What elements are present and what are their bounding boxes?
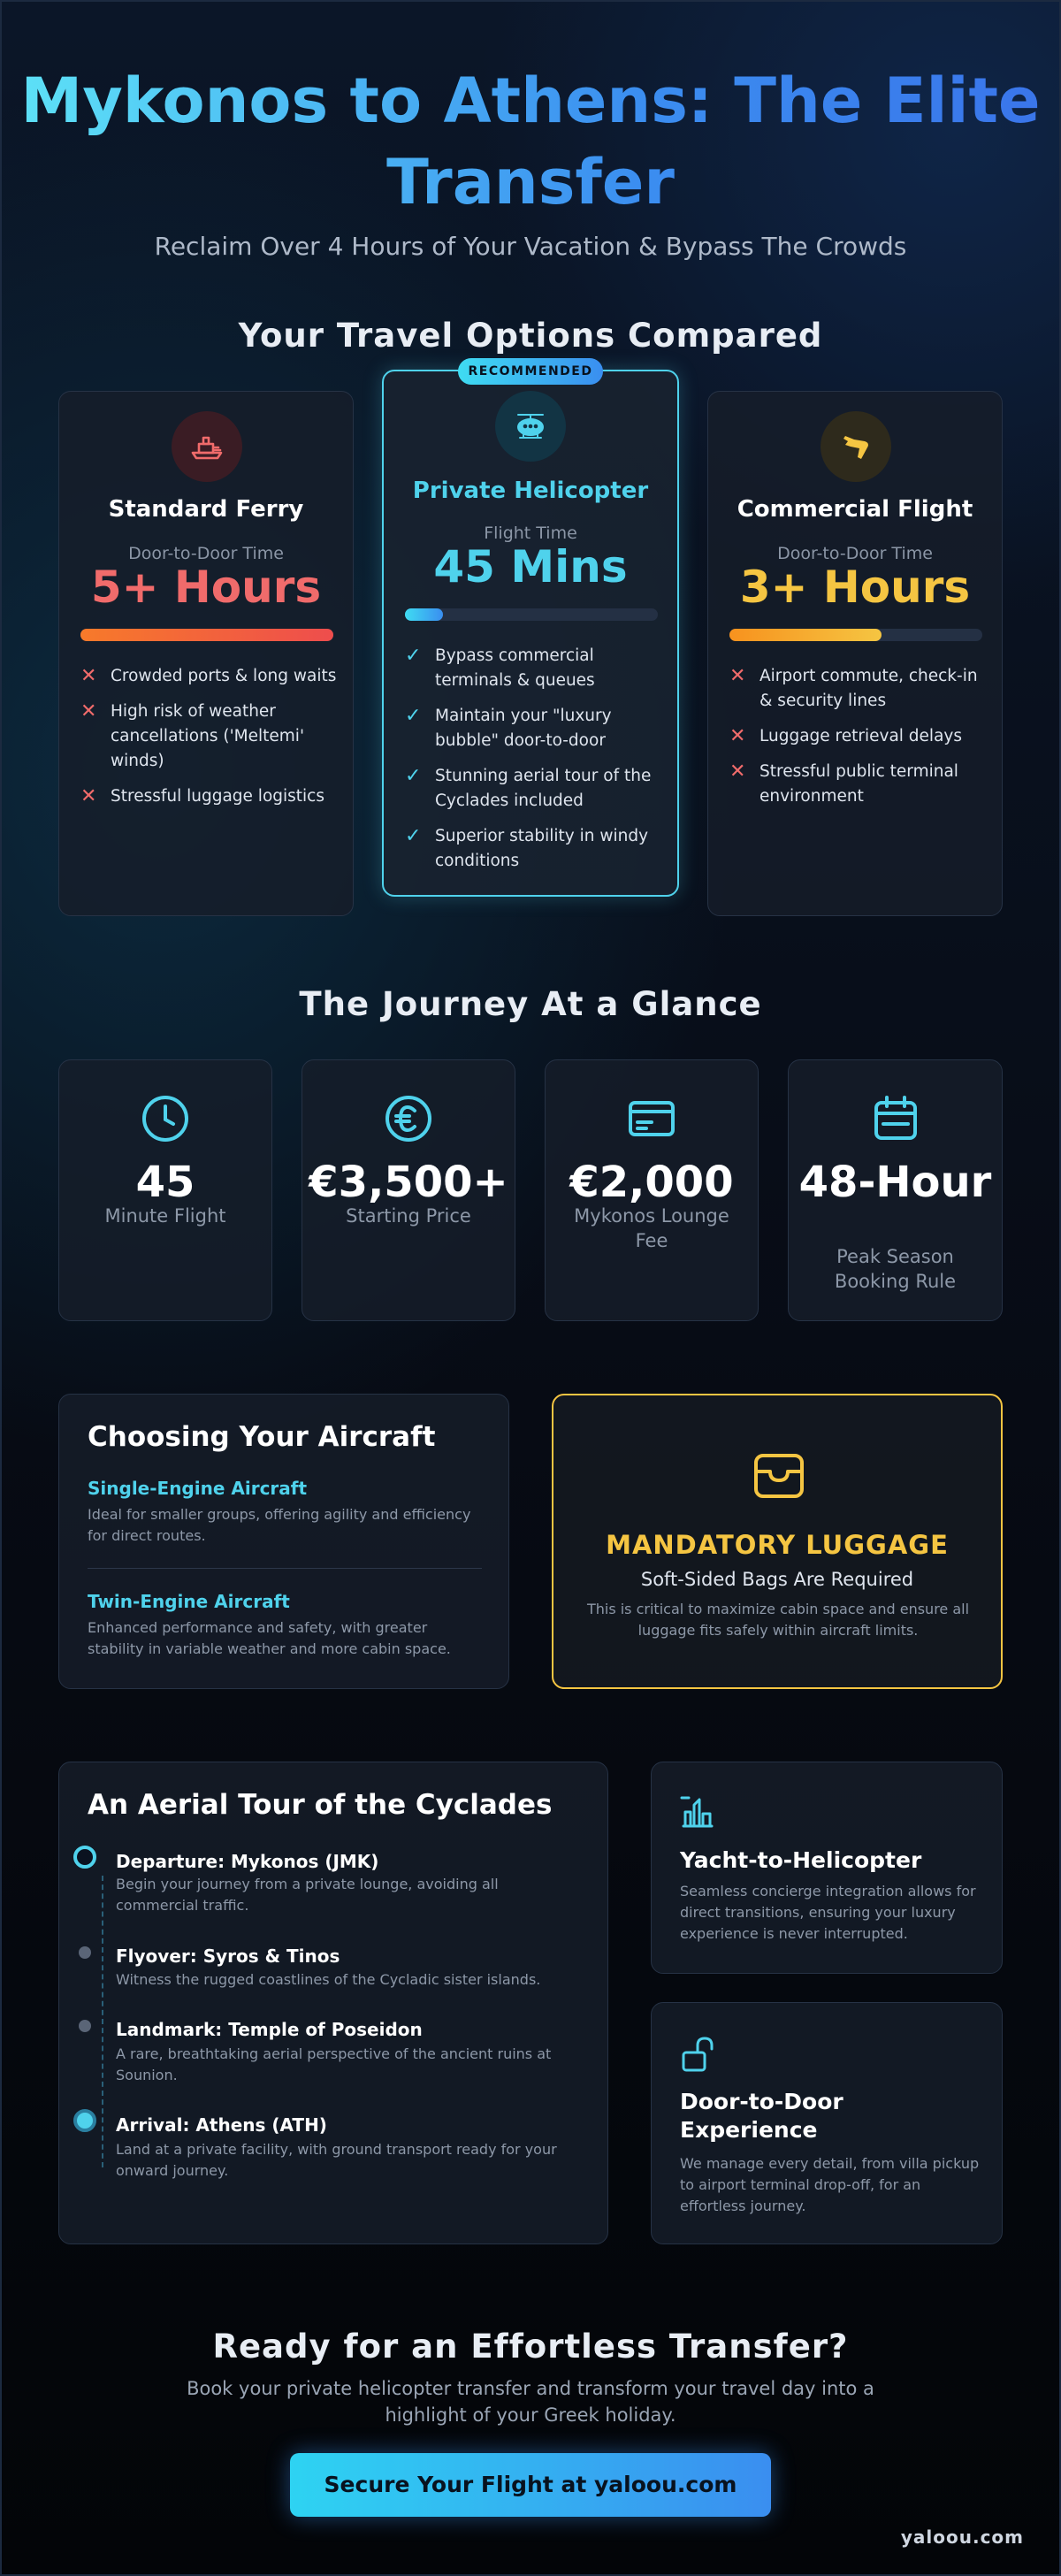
flight-time-bar-fill	[729, 629, 882, 641]
secure-flight-button[interactable]: Secure Your Flight at yaloou.com	[290, 2453, 771, 2517]
stat-value: €3,500+	[309, 1158, 508, 1207]
helicopter-point: ✓ Maintain your "luxury bubble" door-to-door	[405, 705, 612, 750]
page-title: Mykonos to Athens: The Elite Transfer	[0, 60, 1061, 223]
aircraft-heading: Choosing Your Aircraft	[88, 1421, 436, 1453]
recommended-badge: RECOMMENDED	[458, 358, 603, 385]
flight-name: Commercial Flight	[737, 496, 973, 523]
stat-label: Peak Season Booking Rule	[834, 1246, 957, 1292]
aircraft-option-desc: Enhanced performance and safety, with greater stability in variable weather and more cabin space.	[88, 1619, 451, 1657]
luggage-icon	[751, 1447, 807, 1503]
yacht-helicopter-icon	[680, 1794, 715, 1830]
tour-stop-title: Flyover: Syros & Tinos	[116, 1945, 340, 1967]
tour-stop-desc: A rare, breathtaking aerial perspective of the ancient ruins at Sounion.	[116, 2045, 552, 2083]
helicopter-time-bar	[405, 608, 658, 621]
stat-card	[545, 1059, 759, 1321]
ferry-point: ✕ High risk of weather cancellations ('Meltemi' winds)	[80, 700, 305, 770]
flight-time-bar	[729, 629, 982, 641]
helicopter-points	[405, 644, 661, 884]
ferry-point: ✕ Crowded ports & long waits	[80, 665, 337, 687]
helicopter-icon	[495, 391, 566, 462]
check-icon: ✓	[405, 825, 422, 847]
luggage-subtitle: Soft-Sided Bags Are Required	[640, 1569, 914, 1590]
luggage-title: MANDATORY LUGGAGE	[606, 1530, 949, 1560]
helicopter-point: ✓ Stunning aerial tour of the Cyclades included	[405, 765, 652, 810]
helicopter-point: ✓ Superior stability in windy conditions	[405, 825, 649, 870]
ferry-point: ✕ Stressful luggage logistics	[80, 785, 324, 807]
flight-point: ✕ Stressful public terminal environment	[729, 761, 958, 806]
tour-stop-desc: Begin your journey from a private lounge, avoiding all commercial traffic.	[116, 1876, 499, 1914]
helicopter-metric-label: Flight Time	[484, 524, 577, 543]
airplane-icon	[821, 411, 891, 482]
check-icon: ✓	[405, 765, 422, 787]
flight-point: ✕ Luggage retrieval delays	[729, 725, 962, 747]
timeline-line	[102, 1876, 103, 2167]
ferry-metric-label: Door-to-Door Time	[128, 544, 284, 563]
ferry-metric-value: 5+ Hours	[90, 562, 322, 613]
feature-title: Door-to-Door Experience	[680, 2089, 843, 2143]
x-icon: ✕	[80, 665, 97, 687]
x-icon: ✕	[729, 761, 746, 783]
comparison-heading: Your Travel Options Compared	[238, 317, 823, 355]
departure-marker-icon	[73, 1846, 96, 1869]
ferry-name: Standard Ferry	[108, 496, 304, 523]
ferry-points	[80, 664, 337, 820]
check-icon: ✓	[405, 705, 422, 727]
feature-title: Yacht-to-Helicopter	[680, 1847, 922, 1873]
clock-icon	[139, 1092, 192, 1145]
arrival-marker-icon	[73, 2109, 96, 2132]
tour-stop-title: Landmark: Temple of Poseidon	[116, 2019, 423, 2040]
aircraft-card	[58, 1394, 509, 1689]
aircraft-option-desc: Ideal for smaller groups, offering agility and efficiency for direct routes.	[88, 1506, 471, 1544]
aircraft-option-title: Twin-Engine Aircraft	[88, 1591, 290, 1612]
ferry-time-bar-fill	[80, 629, 333, 641]
helicopter-metric-value: 45 Mins	[433, 541, 628, 592]
helicopter-card	[382, 370, 679, 897]
door-to-door-feature-card	[651, 2002, 1003, 2244]
stat-value: 48-Hour	[798, 1158, 992, 1207]
calendar-icon	[869, 1092, 922, 1145]
stat-label: Starting Price	[346, 1205, 471, 1227]
x-icon: ✕	[729, 665, 746, 687]
tour-stop-desc: Land at a private facility, with ground transport ready for your onward journey.	[116, 2141, 557, 2179]
card-icon	[625, 1092, 678, 1145]
feature-desc: We manage every detail, from villa pickup to airport terminal drop-off, for an effortless journey.	[680, 2155, 980, 2214]
cta-heading: Ready for an Effortless Transfer?	[212, 2328, 849, 2366]
x-icon: ✕	[80, 785, 97, 807]
flight-metric-label: Door-to-Door Time	[777, 544, 933, 563]
page-subtitle: Reclaim Over 4 Hours of Your Vacation & Bypass The Crowds	[154, 232, 907, 261]
footer-brand[interactable]: yaloou.com	[900, 2526, 1024, 2548]
aircraft-option-title: Single-Engine Aircraft	[88, 1478, 308, 1499]
glance-heading: The Journey At a Glance	[299, 985, 762, 1023]
ferry-card	[58, 391, 354, 916]
helicopter-name: Private Helicopter	[412, 478, 649, 504]
tour-heading: An Aerial Tour of the Cyclades	[88, 1789, 553, 1821]
ferry-time-bar	[80, 629, 333, 641]
x-icon: ✕	[729, 725, 746, 747]
tour-stop-title: Departure: Mykonos (JMK)	[116, 1851, 379, 1872]
stat-value: €2,000	[569, 1158, 734, 1207]
stat-label: Minute Flight	[104, 1205, 226, 1227]
waypoint-icon	[79, 1946, 91, 1959]
stat-card	[788, 1059, 1003, 1321]
luggage-desc: This is critical to maximize cabin space and ensure all luggage fits safely within aircraft limits.	[586, 1601, 970, 1639]
tour-card	[58, 1762, 608, 2244]
euro-icon	[382, 1092, 435, 1145]
yacht-feature-card	[651, 1762, 1003, 1974]
flight-metric-value: 3+ Hours	[739, 562, 971, 613]
cta-text: Book your private helicopter transfer and transform your travel day into a highlight of your Greek holiday.	[187, 2378, 874, 2426]
feature-desc: Seamless concierge integration allows for direct transitions, ensuring your luxury experience is never interrupted.	[680, 1883, 976, 1942]
flight-card	[707, 391, 1003, 916]
helicopter-time-bar-fill	[405, 608, 443, 621]
stat-label: Mykonos Lounge Fee	[574, 1205, 729, 1251]
helicopter-point: ✓ Bypass commercial terminals & queues	[405, 645, 595, 690]
ferry-icon	[172, 411, 242, 482]
divider	[88, 1568, 482, 1569]
luggage-card	[552, 1394, 1003, 1689]
tour-stop-desc: Witness the rugged coastlines of the Cycladic sister islands.	[116, 1971, 541, 1988]
tour-stop-title: Arrival: Athens (ATH)	[116, 2114, 327, 2136]
stat-card	[58, 1059, 272, 1321]
stat-value: 45	[135, 1158, 195, 1207]
waypoint-icon	[79, 2020, 91, 2032]
flight-points	[729, 664, 986, 820]
check-icon: ✓	[405, 645, 422, 667]
stat-card	[302, 1059, 515, 1321]
flight-point: ✕ Airport commute, check-in & security lines	[729, 665, 978, 710]
x-icon: ✕	[80, 700, 97, 722]
unlock-icon	[680, 2035, 719, 2074]
